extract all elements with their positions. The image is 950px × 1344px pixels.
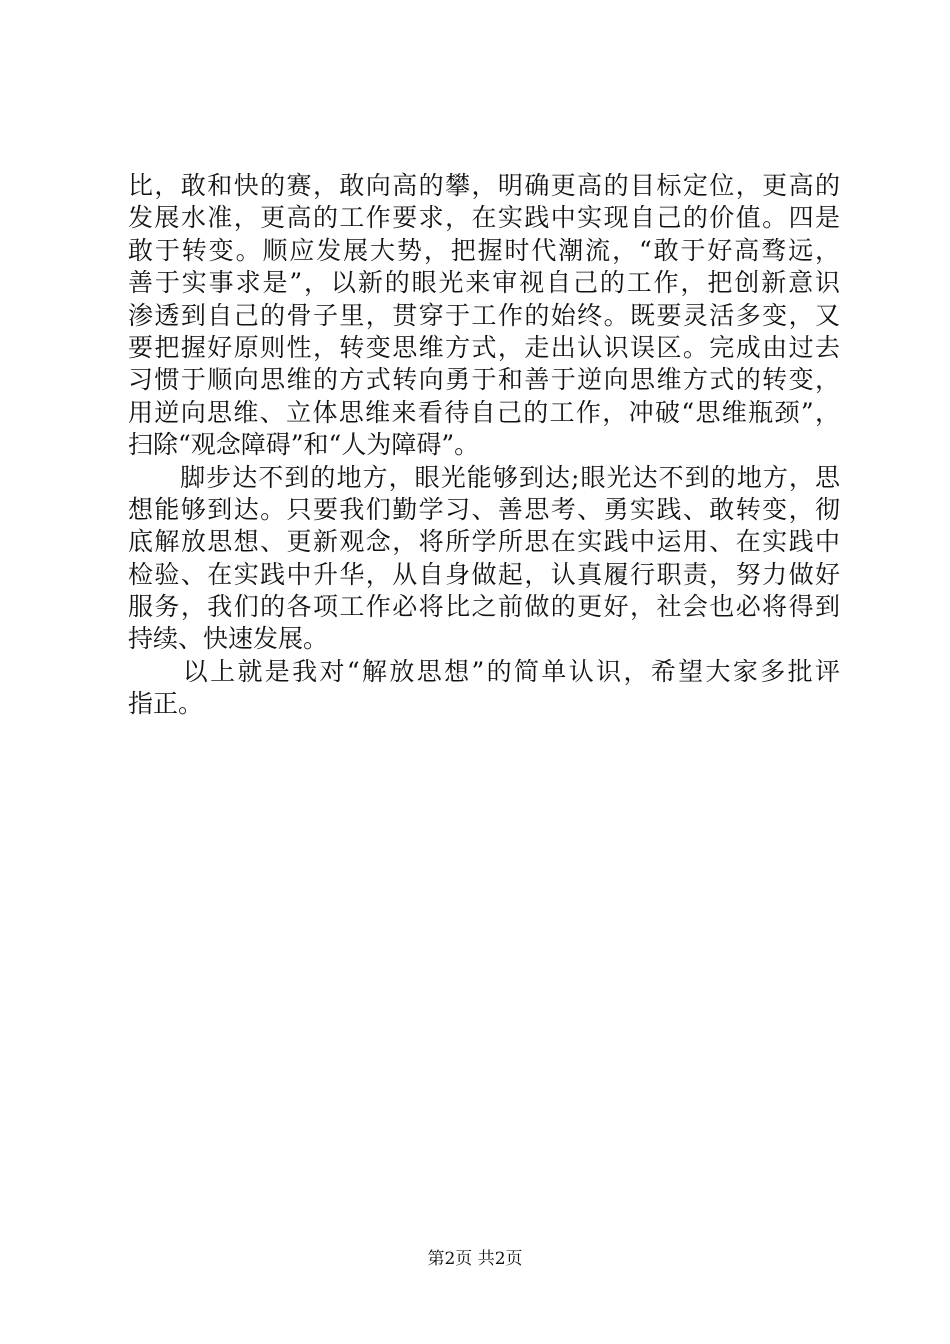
text-line: 想能够到达。只要我们勤学习、善思考、勇实践、敢转变，彻 xyxy=(128,494,840,524)
text-line: 持续、快速发展。 xyxy=(128,624,329,654)
text-line: 习惯于顺向思维的方式转向勇于和善于逆向思维方式的转变， xyxy=(128,365,840,395)
text-line: 要把握好原则性，转变思维方式，走出认识误区。完成由过去 xyxy=(128,332,840,362)
text-line: 服务，我们的各项工作必将比之前做的更好，社会也必将得到 xyxy=(128,592,840,622)
text-line: 比，敢和快的赛，敢向高的攀，明确更高的目标定位，更高的 xyxy=(128,171,840,200)
text-line: 发展水准，更高的工作要求，在实践中实现自己的价值。四是 xyxy=(128,203,840,233)
text-line: 脚步达不到的地方，眼光能够到达;眼光达不到的地方，思 xyxy=(128,462,840,492)
paragraph-2 xyxy=(128,462,840,656)
text-line: 以上就是我对“解放思想”的简单认识，希望大家多批评 xyxy=(128,656,840,686)
text-line: 检验、在实践中升华，从自身做起，认真履行职责，努力做好 xyxy=(128,559,840,589)
text-line: 渗透到自己的骨子里，贯穿于工作的始终。既要灵活多变，又 xyxy=(128,300,840,330)
page-number-footer: 第2页 共2页 xyxy=(427,1249,523,1269)
paragraph-1 xyxy=(128,170,840,462)
text-line: 敢于转变。顺应发展大势，把握时代潮流，“敢于好高骛远， xyxy=(128,235,840,265)
text-line: 扫除“观念障碍”和“人为障碍”。 xyxy=(128,430,480,460)
text-line: 底解放思想、更新观念，将所学所思在实践中运用、在实践中 xyxy=(128,527,840,557)
paragraph-3 xyxy=(128,656,840,721)
text-line: 善于实事求是”，以新的眼光来审视自己的工作，把创新意识 xyxy=(128,268,840,298)
document-body xyxy=(128,170,840,721)
text-line: 用逆向思维、立体思维来看待自己的工作，冲破“思维瓶颈”， xyxy=(128,397,840,427)
text-line: 指正。 xyxy=(128,689,204,719)
